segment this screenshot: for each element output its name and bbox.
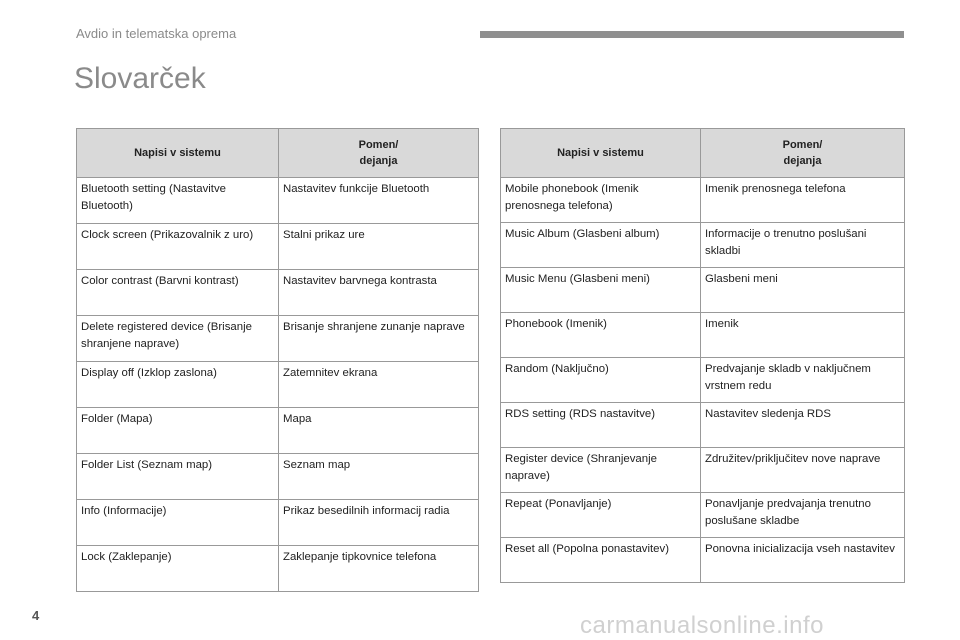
term-cell: Phonebook (Imenik) — [501, 313, 701, 358]
header-divider-bar — [480, 31, 904, 38]
table-row — [77, 316, 479, 362]
table-row — [501, 538, 905, 583]
column-header-term: Napisi v sistemu — [77, 129, 279, 178]
term-cell: Info (Informacije) — [77, 500, 279, 546]
term-cell: Random (Naključno) — [501, 358, 701, 403]
table-row — [501, 268, 905, 313]
meaning-cell: Imenik — [701, 313, 905, 358]
table-row — [501, 313, 905, 358]
term-cell: Music Menu (Glasbeni meni) — [501, 268, 701, 313]
term-cell: Display off (Izklop zaslona) — [77, 362, 279, 408]
term-cell: Repeat (Ponavljanje) — [501, 493, 701, 538]
table-row — [77, 500, 479, 546]
meaning-cell: Stalni prikaz ure — [279, 224, 479, 270]
term-cell: Folder (Mapa) — [77, 408, 279, 454]
watermark-text: carmanualsonline.info — [580, 612, 824, 639]
term-cell: Register device (Shranjevanje naprave) — [501, 448, 701, 493]
meaning-cell: Imenik prenosnega telefona — [701, 178, 905, 223]
column-header-meaning: Pomen/ dejanja — [279, 129, 479, 178]
meaning-cell: Seznam map — [279, 454, 479, 500]
table-row — [77, 178, 479, 224]
table-row — [501, 403, 905, 448]
term-cell: Lock (Zaklepanje) — [77, 546, 279, 592]
glossary-table-left — [76, 128, 479, 592]
table-header-row — [501, 129, 905, 178]
glossary-table-right — [500, 128, 905, 583]
meaning-cell: Prikaz besedilnih informacij radia — [279, 500, 479, 546]
term-cell: Mobile phonebook (Imenik prenosnega telefona) — [501, 178, 701, 223]
meaning-cell: Nastavitev funkcije Bluetooth — [279, 178, 479, 224]
table-row — [501, 358, 905, 403]
table-row — [501, 223, 905, 268]
table-row — [77, 454, 479, 500]
meaning-cell: Ponavljanje predvajanja trenutno poslušane skladbe — [701, 493, 905, 538]
meaning-cell: Glasbeni meni — [701, 268, 905, 313]
meaning-cell: Mapa — [279, 408, 479, 454]
meaning-cell: Nastavitev sledenja RDS — [701, 403, 905, 448]
table-row — [77, 270, 479, 316]
term-cell: RDS setting (RDS nastavitve) — [501, 403, 701, 448]
meaning-cell: Zatemnitev ekrana — [279, 362, 479, 408]
term-cell: Reset all (Popolna ponastavitev) — [501, 538, 701, 583]
term-cell: Folder List (Seznam map) — [77, 454, 279, 500]
table-row — [77, 224, 479, 270]
term-cell: Clock screen (Prikazovalnik z uro) — [77, 224, 279, 270]
meaning-cell: Brisanje shranjene zunanje naprave — [279, 316, 479, 362]
meaning-cell: Ponovna inicializacija vseh nastavitev — [701, 538, 905, 583]
meaning-cell: Zaklepanje tipkovnice telefona — [279, 546, 479, 592]
term-cell: Music Album (Glasbeni album) — [501, 223, 701, 268]
table-row — [501, 493, 905, 538]
table-header-row — [77, 129, 479, 178]
term-cell: Bluetooth setting (Nastavitve Bluetooth) — [77, 178, 279, 224]
table-row — [77, 408, 479, 454]
meaning-cell: Nastavitev barvnega kontrasta — [279, 270, 479, 316]
column-header-term: Napisi v sistemu — [501, 129, 701, 178]
meaning-cell: Informacije o trenutno poslušani skladbi — [701, 223, 905, 268]
table-row — [77, 362, 479, 408]
term-cell: Color contrast (Barvni kontrast) — [77, 270, 279, 316]
meaning-cell: Združitev/priključitev nove naprave — [701, 448, 905, 493]
term-cell: Delete registered device (Brisanje shranjene naprave) — [77, 316, 279, 362]
table-row — [501, 178, 905, 223]
meaning-cell: Predvajanje skladb v naključnem vrstnem redu — [701, 358, 905, 403]
page-number: 4 — [32, 608, 40, 623]
table-row — [501, 448, 905, 493]
page-title: Slovarček — [74, 62, 206, 95]
table-row — [77, 546, 479, 592]
section-header: Avdio in telematska oprema — [76, 26, 237, 41]
column-header-meaning: Pomen/ dejanja — [701, 129, 905, 178]
